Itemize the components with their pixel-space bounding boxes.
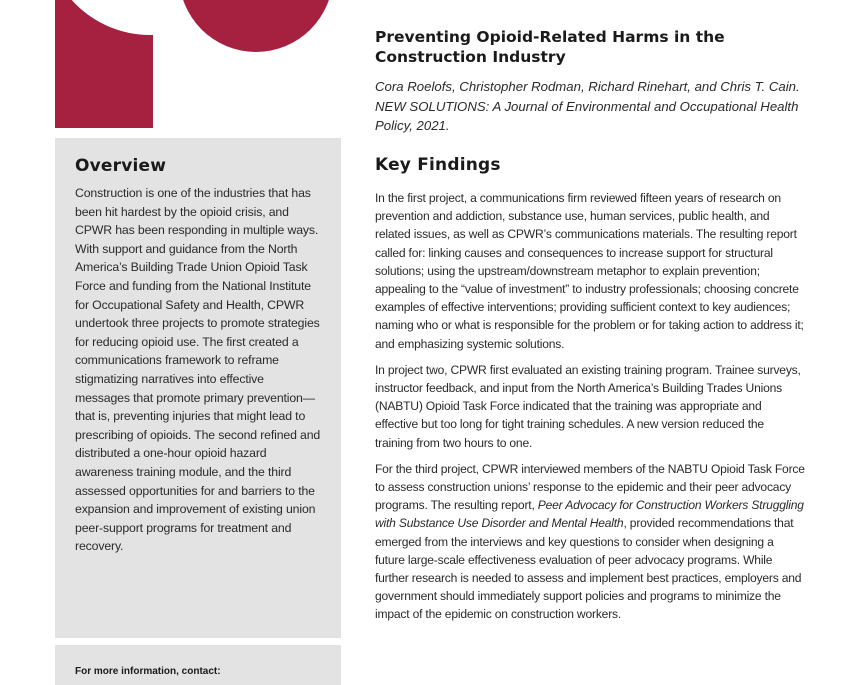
overview-heading: Overview <box>75 156 167 176</box>
logo-red-disc <box>179 0 333 52</box>
findings-paragraph-3-lead: For the third project, CPWR interviewed members of the NABTU Opioid Task Force to assess construction unions’ response to the epidemic and their peer advocacy programs. The resulting report, <box>375 461 805 513</box>
findings-paragraph-3 <box>375 460 805 624</box>
brand-logo-graphic <box>0 0 345 130</box>
findings-paragraph-3-tail: , provided recommendations that emerged from the interviews and key questions to consider when designing a future large-scale effectiveness evaluation of peer advocacy programs. While further research is needed to assess and implement best practices, employers and government should immediately support policies and programs to minimize the impact of the epidemic on construction workers. <box>375 516 802 622</box>
key-findings-heading: Key Findings <box>375 155 501 175</box>
overview-body: Construction is one of the industries that has been hit hardest by the opioid crisis, and CPWR has been responding in multiple ways. With support and guidance from the North America’s Building Trade Union Opioid Task Force and funding from the National Institute for Occupational Safety and Health, CPWR undertook three projects to promote strategies for reducing opioid use. The first created a communications framework to reframe stigmatizing narratives into effective messages that promote primary prevention—that is, preventing injuries that might lead to prescribing of opioids. The second refined and distributed a one-hour opioid hazard awareness training module, and the third assessed opportunities for and barriers to the expansion and improvement of existing union peer-support programs for treatment and recovery. <box>75 186 321 554</box>
findings-paragraph-1: In the first project, a communications firm reviewed fifteen years of research on prevention and addiction, substance use, human services, public health, and related issues, as well as CPWR’s communications materials. The resulting report called for: linking causes and consequences to increase support for structural solutions; using the upstream/downstream metaphor to explain prevention; appealing to the “value of investment” to industry professionals; choosing concrete examples of effective interventions; providing sufficient context to key audiences; naming who or what is responsible for the problem or for taking action to address it; and emphasizing systemic solutions. <box>375 191 804 351</box>
article-citation: Cora Roelofs, Christopher Rodman, Richard Rinehart, and Chris T. Cain. NEW SOLUTIONS: A Journal of Environmental and Occupational Health Policy, 2021. <box>375 79 800 133</box>
findings-paragraph-2: In project two, CPWR first evaluated an existing training program. Trainee surveys, instructor feedback, and input from the North America’s Building Trades Unions (NABTU) Opioid Task Force indicated that the training was appropriate and effective but too long for tight training schedules. A new version reduced the training from two hours to one. <box>375 362 801 450</box>
contact-box <box>55 645 341 685</box>
contact-label: For more information, contact: <box>75 666 221 677</box>
report-title: Peer Advocacy for Construction Workers Struggling with Substance Use Disorder and Mental Health <box>375 498 804 531</box>
overview-sidebar <box>55 138 341 638</box>
article-title: Preventing Opioid-Related Harms in the Construction Industry <box>375 28 725 66</box>
key-findings-body <box>375 189 805 632</box>
